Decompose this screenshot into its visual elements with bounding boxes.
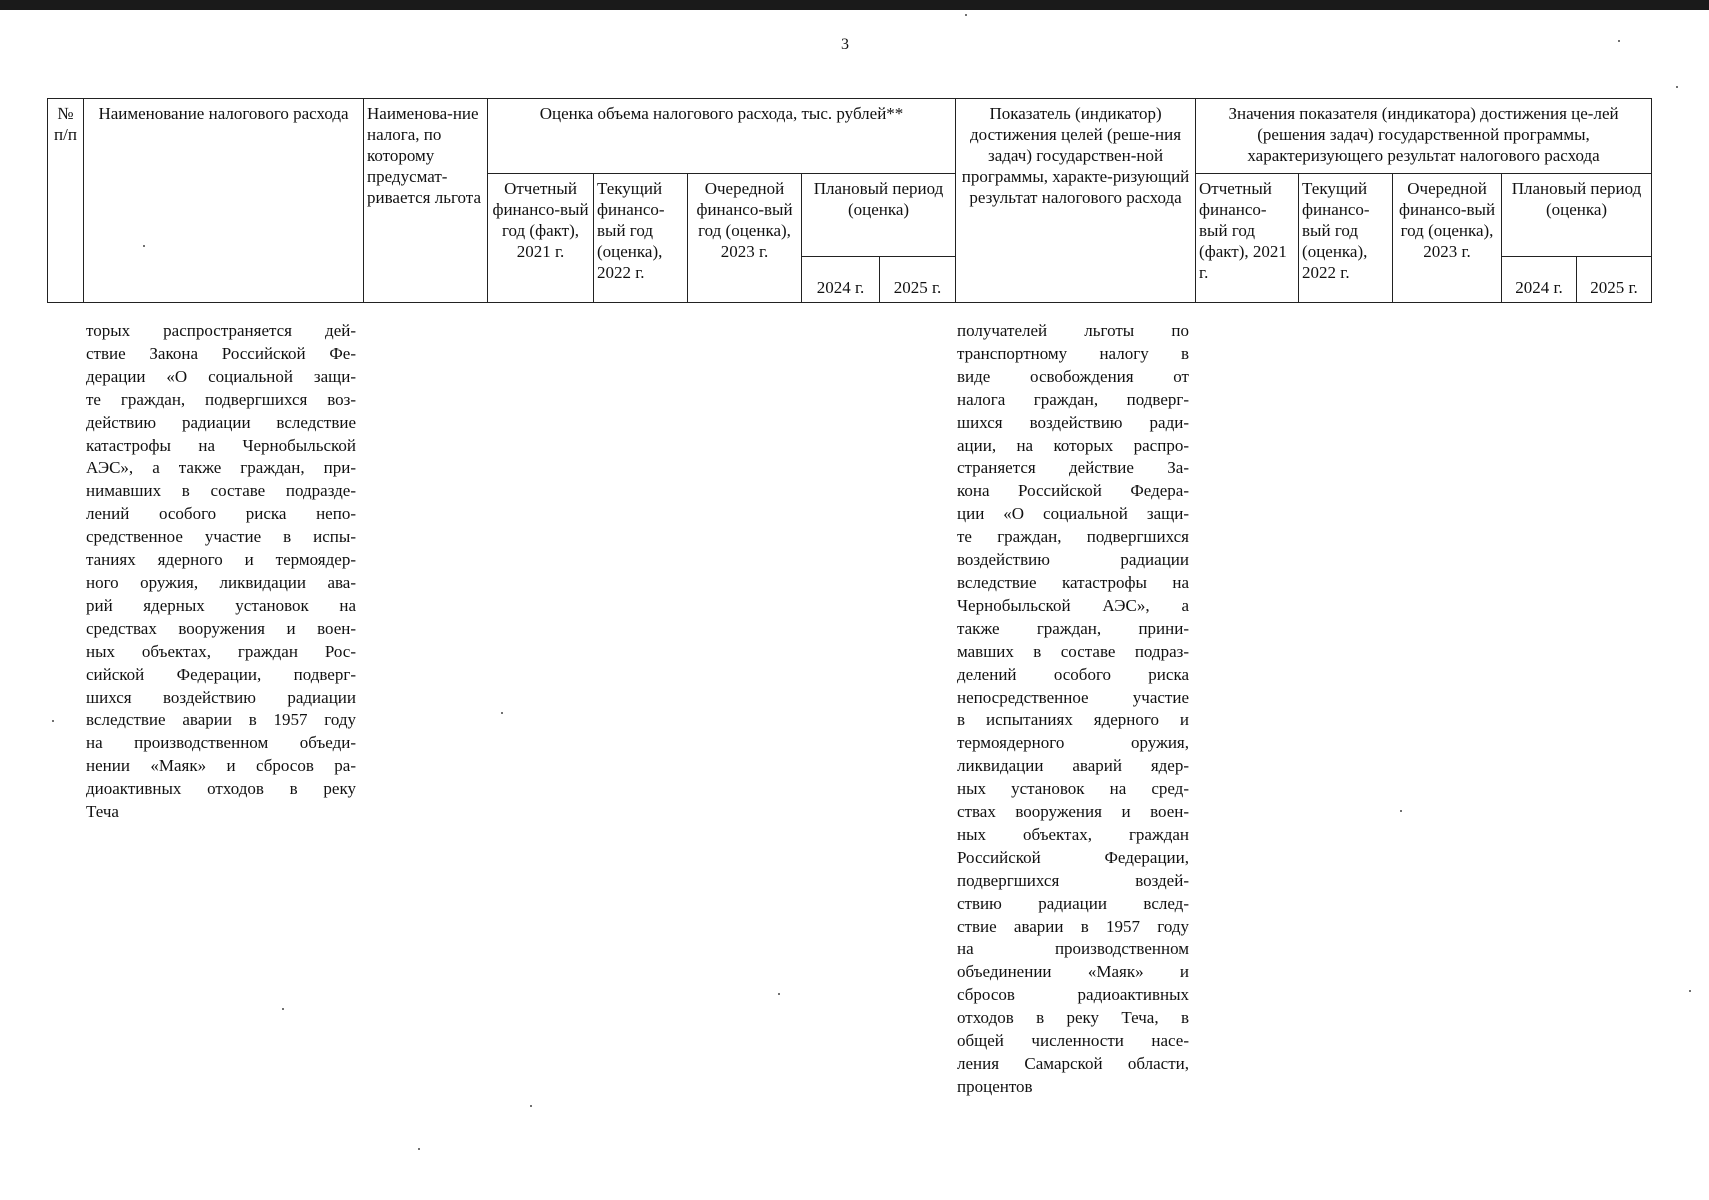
text-line: подвергшихся воздей-	[957, 870, 1189, 890]
header-values-current-year: Текущий финансо-вый год (оценка), 2022 г.	[1299, 174, 1393, 303]
text-line: шихся воздействию радиации	[86, 687, 356, 707]
text-line: те граждан, подвергшихся	[957, 527, 1189, 547]
text-line: те граждан, подвергшихся воз-	[86, 389, 356, 409]
expenditure-name-text	[86, 320, 356, 824]
text-line: торых распространяется дей-	[86, 321, 356, 340]
scan-speck	[1618, 40, 1620, 42]
page-number: 3	[841, 36, 849, 53]
text-line: термоядерного оружия,	[957, 733, 1189, 753]
text-line: ликвидации аварий ядер-	[957, 756, 1189, 776]
header-values-group: Значения показателя (индикатора) достижения це-лей (решения задач) государственной программы, характеризующего результат налогового расхода	[1196, 99, 1652, 174]
header-values-planned-period: Плановый период (оценка)	[1502, 174, 1652, 257]
scan-speck	[1689, 990, 1691, 992]
indicator-text	[957, 320, 1189, 1099]
text-line: нении «Маяк» и сбросов ра-	[86, 756, 356, 776]
header-year-2024: 2024 г.	[802, 257, 880, 303]
text-line: получателей льготы по	[957, 321, 1189, 340]
scan-speck	[282, 1008, 284, 1010]
text-line: налога граждан, подверг-	[957, 389, 1189, 409]
scan-speck	[778, 993, 780, 995]
scan-speck	[530, 1105, 532, 1107]
header-planned-period: Плановый период (оценка)	[802, 174, 956, 257]
text-line: объединении «Маяк» и	[957, 962, 1189, 982]
text-line: средственное участие в испы-	[86, 527, 356, 547]
header-indicator: Показатель (индикатор) достижения целей (реше-ния задач) государствен-ной программы, характе-ризующий результат налогового расхода	[956, 99, 1196, 303]
text-line: ации, на которых распро-	[957, 435, 1189, 455]
text-line: вследствие аварии в 1957 году	[86, 710, 356, 730]
header-values-reported-year: Отчетный финансо-вый год (факт), 2021 г.	[1196, 174, 1299, 303]
text-line: транспортному налогу в	[957, 343, 1189, 363]
text-line: ствию радиации вслед-	[957, 893, 1189, 913]
scan-speck	[965, 14, 967, 16]
text-line: ствие аварии в 1957 году	[957, 916, 1189, 936]
header-values-year-2024: 2024 г.	[1502, 257, 1577, 303]
text-line: диоактивных отходов в реку	[86, 779, 356, 799]
header-year-2025: 2025 г.	[880, 257, 956, 303]
text-line: лений особого риска непо-	[86, 504, 356, 524]
scan-top-edge	[0, 0, 1709, 10]
text-line: отходов в реку Теча, в	[957, 1008, 1189, 1028]
text-line: кона Российской Федера-	[957, 481, 1189, 501]
text-line: ции «О социальной защи-	[957, 504, 1189, 524]
text-line: рий ядерных установок на	[86, 595, 356, 615]
text-line: действию радиации вследствие	[86, 412, 356, 432]
text-line: средствах вооружения и воен-	[86, 618, 356, 638]
header-values-year-2025: 2025 г.	[1577, 257, 1652, 303]
text-line: сийской Федерации, подверг-	[86, 664, 356, 684]
text-line: также граждан, прини-	[957, 618, 1189, 638]
header-current-year: Текущий финансо-вый год (оценка), 2022 г.	[594, 174, 688, 303]
text-line: на производственном	[957, 939, 1189, 959]
header-reported-year: Отчетный финансо-вый год (факт), 2021 г.	[488, 174, 594, 303]
scan-speck	[52, 720, 54, 722]
text-line: АЭС», а также граждан, при-	[86, 458, 356, 478]
text-line: таниях ядерного и термоядер-	[86, 550, 356, 570]
text-line: виде освобождения от	[957, 366, 1189, 386]
text-line: ного оружия, ликвидации ава-	[86, 572, 356, 592]
text-line: делений особого риска	[957, 664, 1189, 684]
text-line: вследствие катастрофы на	[957, 572, 1189, 592]
scan-speck	[1400, 810, 1402, 812]
text-line: ствие Закона Российской Фе-	[86, 343, 356, 363]
text-line: Российской Федерации,	[957, 847, 1189, 867]
text-line: Чернобыльской АЭС», а	[957, 595, 1189, 615]
text-line: сбросов радиоактивных	[957, 985, 1189, 1005]
header-expenditure-name: Наименование налогового расхода	[84, 99, 364, 303]
scan-speck	[501, 712, 503, 714]
text-line: нимавших в составе подразде-	[86, 481, 356, 501]
scan-speck	[1676, 86, 1678, 88]
header-next-year: Очередной финансо-вый год (оценка), 2023 г.	[688, 174, 802, 303]
text-line: ных объектах, граждан	[957, 824, 1189, 844]
tax-expenditure-table	[47, 98, 1652, 303]
text-line: в испытаниях ядерного и	[957, 710, 1189, 730]
header-tax-name: Наименова-ние налога, по которому предусмат-ривается льгота	[364, 99, 488, 303]
header-num: № п/п	[48, 99, 84, 303]
text-line: общей численности насе-	[957, 1031, 1189, 1051]
text-line: на производственном объеди-	[86, 733, 356, 753]
header-estimate-group: Оценка объема налогового расхода, тыс. рублей**	[488, 99, 956, 174]
text-line: процентов	[957, 1076, 1033, 1096]
text-line: непосредственное участие	[957, 687, 1189, 707]
scan-speck	[143, 245, 145, 247]
text-line: ных установок на сред-	[957, 779, 1189, 799]
text-line: мавших в составе подраз-	[957, 641, 1189, 661]
header-values-next-year: Очередной финансо-вый год (оценка), 2023 г.	[1393, 174, 1502, 303]
text-line: ных объектах, граждан Рос-	[86, 641, 356, 661]
text-line: воздействию радиации	[957, 550, 1189, 570]
text-line: Теча	[86, 802, 119, 822]
text-line: ления Самарской области,	[957, 1054, 1189, 1073]
text-line: ствах вооружения и воен-	[957, 802, 1189, 822]
text-line: дерации «О социальной защи-	[86, 366, 356, 386]
text-line: страняется действие За-	[957, 458, 1189, 478]
scan-speck	[418, 1148, 420, 1150]
text-line: катастрофы на Чернобыльской	[86, 435, 356, 455]
text-line: шихся воздействию ради-	[957, 412, 1189, 432]
